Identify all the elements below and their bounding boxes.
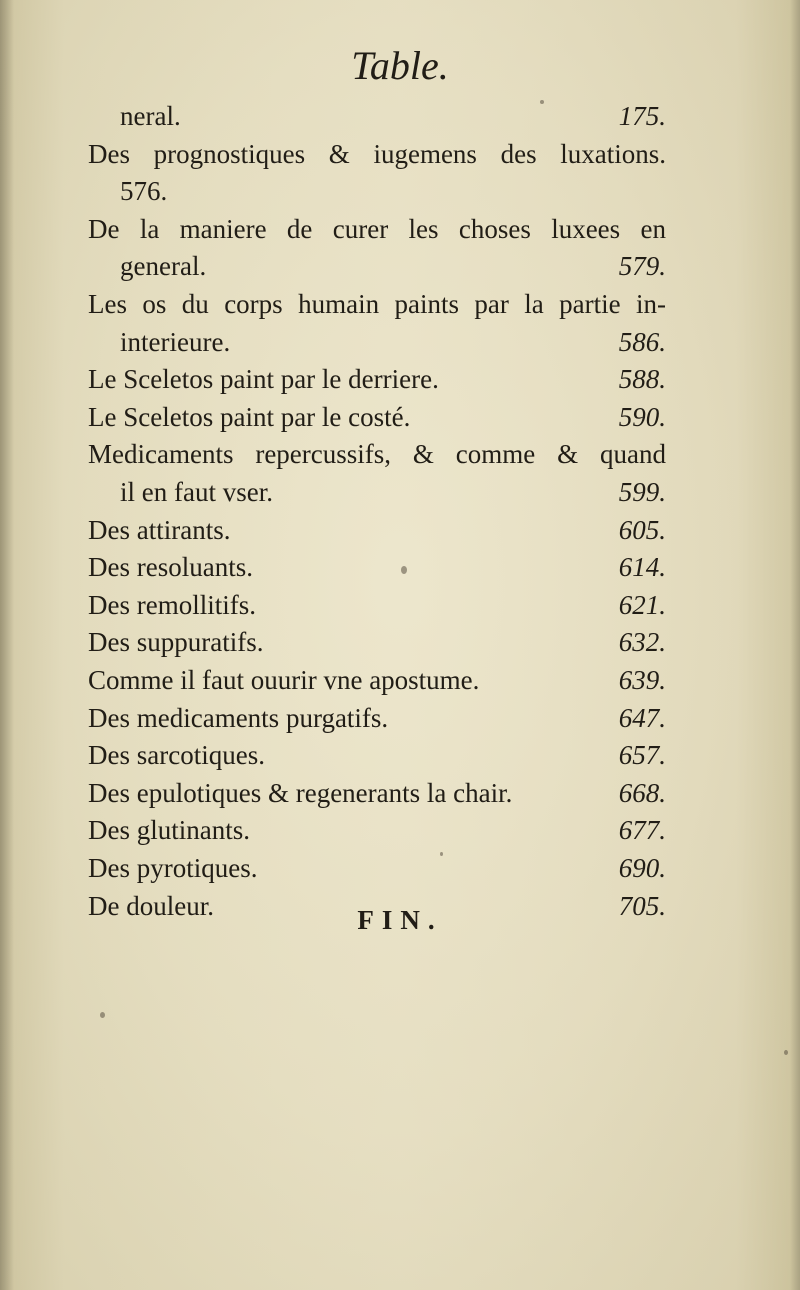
toc-entry (88, 512, 666, 549)
toc-entry-title: Des sarcotiques. (88, 740, 265, 770)
page-edge-shadow-right (790, 0, 800, 1290)
toc-entry (88, 850, 666, 887)
toc-entry (88, 211, 666, 248)
toc-entry (88, 324, 666, 361)
toc-entry-page-number: 657. (618, 740, 666, 770)
toc-entry-title: Comme il faut ouurir vne apostume. (88, 665, 480, 695)
toc-entry-title: Les os du corps humain paints par la partie in- (88, 289, 666, 319)
ink-speck (784, 1050, 788, 1055)
toc-entry-title: Des resoluants. (88, 552, 253, 582)
toc-entry-title: il en faut vser. (120, 477, 273, 507)
toc-entry-page-number: 599. (618, 477, 666, 507)
toc-entry-page-number: 586. (618, 327, 666, 357)
toc-entry (88, 98, 666, 135)
toc-entry-page-number: 621. (618, 590, 666, 620)
toc-entry-title: neral. (120, 101, 181, 131)
toc-entry-title: Medicaments repercussifs, & comme & quand (88, 439, 666, 469)
toc-entry-title: De la maniere de curer les choses luxees en (88, 214, 666, 244)
toc-entry-title: Des prognostiques & iugemens des luxations. (88, 139, 666, 169)
toc-entry-page-number: 639. (618, 665, 666, 695)
toc-entry-title: De douleur. (88, 891, 214, 921)
toc-entry-page-number: 605. (618, 515, 666, 545)
toc-entry (88, 775, 666, 812)
ink-speck (100, 1012, 105, 1018)
toc-entry (88, 587, 666, 624)
toc-entry (88, 399, 666, 436)
toc-entry-title: Des attirants. (88, 515, 231, 545)
toc-entry (88, 624, 666, 661)
toc-entry (88, 436, 666, 473)
toc-entry-page-number: 705. (618, 891, 666, 921)
toc-entry-title: Des glutinants. (88, 815, 250, 845)
toc-entry-title: general. (120, 251, 207, 281)
toc-entry-title: interieure. (120, 327, 231, 357)
toc-entry-title: Le Sceletos paint par le costé. (88, 402, 411, 432)
toc-entry (88, 737, 666, 774)
running-head: Table. (351, 43, 449, 88)
toc-entry (88, 549, 666, 586)
ink-speck (440, 852, 443, 856)
toc-entry (88, 361, 666, 398)
ink-speck (401, 566, 407, 574)
toc-entry (88, 248, 666, 285)
toc-entry-page-number: 677. (618, 815, 666, 845)
fin-mark: FIN. (357, 905, 443, 935)
toc-entry-page-number: 590. (618, 402, 666, 432)
toc-entry-title: Des suppuratifs. (88, 627, 264, 657)
toc-entry-page-number: 690. (618, 853, 666, 883)
toc-entry (88, 136, 666, 173)
toc-entry (88, 700, 666, 737)
toc-entry-title: 576. (120, 176, 168, 206)
toc-entry-page-number: 668. (618, 778, 666, 808)
ink-speck (540, 100, 544, 104)
toc-entry (88, 474, 666, 511)
toc-entry-page-number: 647. (618, 703, 666, 733)
toc-entry-title: Des epulotiques & regenerants la chair. (88, 778, 513, 808)
toc-entry (88, 286, 666, 323)
toc-entry-title: Des pyrotiques. (88, 853, 258, 883)
toc-entry (88, 812, 666, 849)
page-edge-shadow-left (0, 0, 14, 1290)
toc-entry-title: Le Sceletos paint par le derriere. (88, 364, 439, 394)
toc-entry-page-number: 579. (618, 251, 666, 281)
toc-entry-page-number: 175. (618, 101, 666, 131)
toc-entry (88, 662, 666, 699)
toc-entry (88, 173, 666, 210)
toc-entry-page-number: 632. (618, 627, 666, 657)
toc-entry-title: Des medicaments purgatifs. (88, 703, 389, 733)
toc-entry-title: Des remollitifs. (88, 590, 256, 620)
toc-entry-page-number: 614. (618, 552, 666, 582)
toc-entry-page-number: 588. (618, 364, 666, 394)
